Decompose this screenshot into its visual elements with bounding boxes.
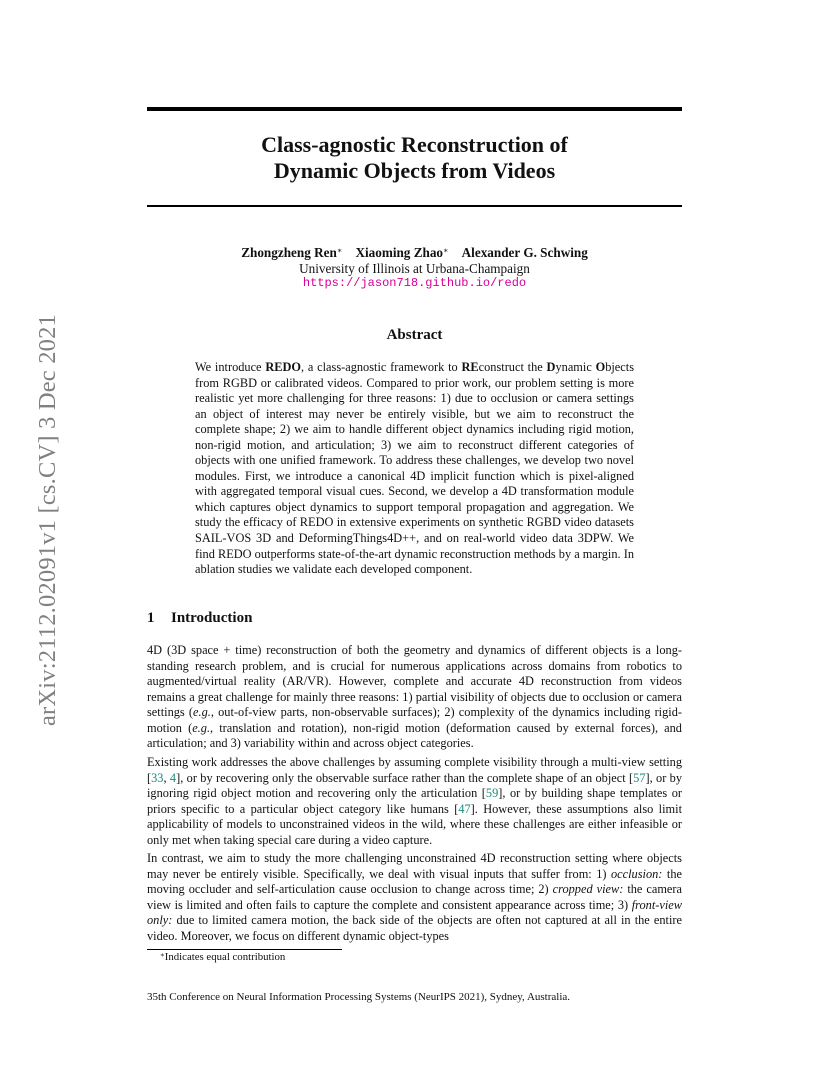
abstract-body: We introduce REDO, a class-agnostic framework to REconstruct the Dynamic Objects from RGBD or calibrated videos. Compared to prior work, our problem setting is more realistic yet more challenging for three reasons: 1) due to occlusion or camera settings an object of interest may never be entirely visible, but we aim to reconstruct the complete shape; 2) we aim to handle different object dynamics including rigid motion, non-rigid motion, and articulation; 3) we aim to reconstruct different categories of objects with one unified framework. To address these challenges, we develop two novel modules. First, we introduce a canonical 4D implicit function which is pixel-aligned with aggregated temporal visual cues. Second, we develop a 4D transformation module which captures object dynamics to support temporal propagation and aggregation. We study the efficacy of REDO in extensive experiments on synthetic RGBD video datasets SAIL-VOS 3D and DeformingThings4D++, and on real-world video data 3DPW. We find REDO outperforms state-of-the-art dynamic reconstruction methods by a margin. In ablation studies we validate each developed component. — [195, 360, 634, 577]
author-2: Xiaoming Zhao — [355, 245, 444, 260]
intro-paragraph-1: 4D (3D space + time) reconstruction of both the geometry and dynamics of different objects is a long-standing research problem, and is crucial for numerous applications across domains from robotics to augmented/virtual reality (AR/VR). However, complete and accurate 4D reconstruction from videos remains a great challenge for mainly three reasons: 1) partial visibility of objects due to occlusion or camera settings (e.g., out-of-view parts, non-observable surfaces); 2) complexity of the dynamics including rigid-motion (e.g., translation and rotation), non-rigid motion (deformation caused by external forces), and articulation; and 3) variability within and across object categories. — [147, 643, 682, 751]
section-heading-introduction — [147, 610, 252, 627]
paper-title — [147, 132, 682, 184]
author-names — [147, 243, 682, 261]
affiliation: University of Illinois at Urbana-Champaign — [299, 260, 530, 276]
author-1-mark: ∗ — [336, 246, 343, 255]
abstract-heading: Abstract — [386, 327, 443, 343]
intro-paragraph-2: Existing work addresses the above challenges by assuming complete visibility through a multi-view setting [33, 4], or by recovering only the observable surface rather than the complete shape of an object [57], or by ignoring rigid object motion and recovering only the articulation [59], or by building shape templates or priors specific to a particular object category like humans [47]. However, these assumptions also limit applicability of models to unconstrained videos in the wild, where these challenges are either infeasible or only met when taking special care during a video capture. — [147, 755, 683, 847]
intro-paragraph-3: In contrast, we aim to study the more challenging unconstrained 4D reconstruction setting where objects may never be entirely visible. Specifically, we deal with visual inputs that suffer from: 1) occlusion: the moving occluder and self-articulation cause occlusion to change across time; 2) cropped view: the camera view is limited and often fails to capture the complete and consistent appearance across time; 3) front-view only: due to limited camera motion, the back side of the objects are often not captured at all in the entire video. Moreover, we focus on different dynamic object-types — [147, 851, 682, 943]
footnote-rule — [147, 949, 342, 950]
author-block — [147, 243, 682, 292]
project-url-link[interactable]: https://jason718.github.io/redo — [302, 276, 527, 290]
footnote-text: Indicates equal contribution — [164, 951, 286, 963]
title-rule-bottom — [147, 205, 682, 207]
arxiv-stamp: arXiv:2112.02091v1 [cs.CV] 3 Dec 2021 — [34, 313, 61, 727]
footnote-mark: ∗ — [160, 951, 165, 959]
title-line-2: Dynamic Objects from Videos — [273, 158, 556, 183]
author-3: Alexander G. Schwing — [461, 245, 588, 260]
section-title: Introduction — [171, 610, 253, 626]
author-2-mark: ∗ — [443, 246, 449, 255]
author-1: Zhongzheng Ren — [241, 245, 337, 260]
footnote — [160, 951, 285, 963]
title-rule-top — [147, 107, 682, 111]
venue-line: 35th Conference on Neural Information Processing Systems (NeurIPS 2021), Sydney, Australia. — [147, 991, 571, 1003]
title-line-1: Class-agnostic Reconstruction of — [261, 132, 568, 157]
section-number: 1 — [147, 610, 155, 626]
